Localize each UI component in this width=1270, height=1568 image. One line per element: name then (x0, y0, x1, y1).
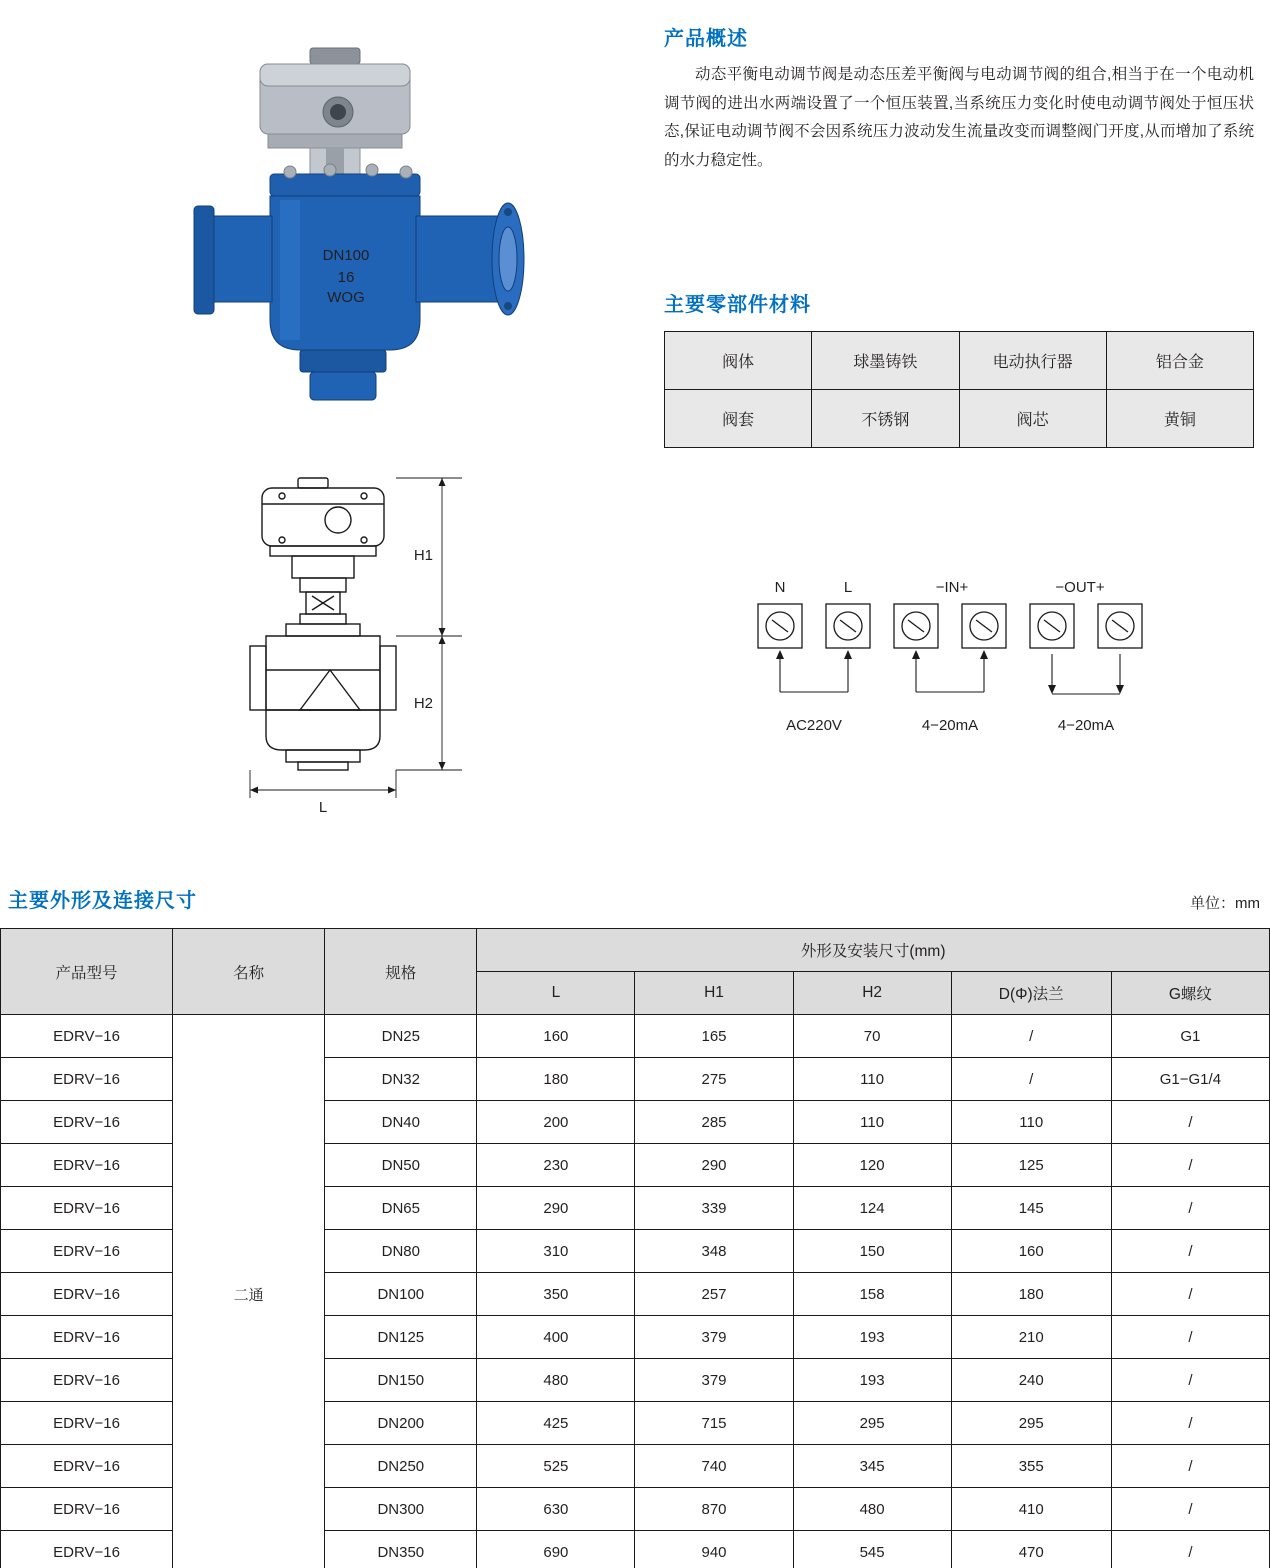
cell-d: / (951, 1015, 1111, 1058)
cell-model: EDRV−16 (1, 1101, 173, 1144)
cell-h1: 379 (635, 1316, 793, 1359)
material-cell: 黄铜 (1106, 390, 1253, 448)
cell-l: 425 (477, 1402, 635, 1445)
material-cell: 电动执行器 (959, 332, 1106, 390)
header-h2: H2 (793, 972, 951, 1015)
cell-d: 125 (951, 1144, 1111, 1187)
cell-spec: DN125 (325, 1316, 477, 1359)
cell-h2: 158 (793, 1273, 951, 1316)
power-label: AC220V (786, 717, 842, 734)
cell-l: 200 (477, 1101, 635, 1144)
cell-g: / (1111, 1402, 1269, 1445)
product-overview-section (664, 22, 1254, 176)
output-signal-label: 4−20mA (1057, 717, 1115, 734)
cell-g: / (1111, 1273, 1269, 1316)
cell-name: 二通 (173, 1015, 325, 1568)
cell-model: EDRV−16 (1, 1402, 173, 1445)
overview-paragraph: 动态平衡电动调节阀是动态压差平衡阀与电动调节阀的组合,相当于在一个电动机调节阀的进出水两端设置了一个恒压装置,当系统压力变化时使电动调节阀处于恒压状态,保证电动调节阀不会因系统压力波动发生流量改变而调整阀门开度,从而增加了系统的水力稳定性。 (664, 66, 1254, 170)
cell-h2: 193 (793, 1359, 951, 1402)
cell-model: EDRV−16 (1, 1144, 173, 1187)
header-l: L (477, 972, 635, 1015)
table-row (665, 332, 1254, 390)
cell-h2: 345 (793, 1445, 951, 1488)
cell-spec: DN150 (325, 1359, 477, 1402)
cell-spec: DN32 (325, 1058, 477, 1101)
cell-h1: 285 (635, 1101, 793, 1144)
cell-d: 410 (951, 1488, 1111, 1531)
materials-section (664, 288, 1254, 448)
cell-model: EDRV−16 (1, 1445, 173, 1488)
cell-h1: 715 (635, 1402, 793, 1445)
cell-l: 160 (477, 1015, 635, 1058)
cell-h1: 257 (635, 1273, 793, 1316)
cell-g: G1−G1/4 (1111, 1058, 1269, 1101)
dimension-drawing (230, 460, 550, 840)
cell-g: / (1111, 1316, 1269, 1359)
cell-h1: 870 (635, 1488, 793, 1531)
svg-text:WOG: WOG (327, 289, 365, 306)
cell-d: 295 (951, 1402, 1111, 1445)
cell-d: 145 (951, 1187, 1111, 1230)
cell-l: 350 (477, 1273, 635, 1316)
cell-h1: 339 (635, 1187, 793, 1230)
cell-h2: 110 (793, 1058, 951, 1101)
header-name: 名称 (173, 929, 325, 1015)
overview-heading: 产品概述 (664, 28, 748, 50)
header-model: 产品型号 (1, 929, 173, 1015)
cell-model: EDRV−16 (1, 1273, 173, 1316)
cell-h2: 295 (793, 1402, 951, 1445)
cell-h1: 940 (635, 1531, 793, 1568)
cell-spec: DN100 (325, 1273, 477, 1316)
cell-spec: DN80 (325, 1230, 477, 1273)
cell-d: / (951, 1058, 1111, 1101)
cell-l: 630 (477, 1488, 635, 1531)
materials-table (664, 331, 1254, 448)
material-cell: 阀芯 (959, 390, 1106, 448)
cell-h1: 275 (635, 1058, 793, 1101)
cell-l: 525 (477, 1445, 635, 1488)
product-photo (150, 20, 580, 440)
cell-l: 480 (477, 1359, 635, 1402)
cell-model: EDRV−16 (1, 1316, 173, 1359)
cell-h1: 379 (635, 1359, 793, 1402)
cell-g: / (1111, 1445, 1269, 1488)
cell-h2: 124 (793, 1187, 951, 1230)
cell-g: / (1111, 1101, 1269, 1144)
cell-spec: DN25 (325, 1015, 477, 1058)
l-label: L (318, 799, 328, 816)
cell-g: / (1111, 1187, 1269, 1230)
dimensions-table (0, 928, 1270, 1568)
cell-d: 355 (951, 1445, 1111, 1488)
cell-model: EDRV−16 (1, 1359, 173, 1402)
cell-model: EDRV−16 (1, 1531, 173, 1568)
material-cell: 不锈钢 (812, 390, 959, 448)
header-spec: 规格 (325, 929, 477, 1015)
cell-spec: DN50 (325, 1144, 477, 1187)
cell-g: / (1111, 1488, 1269, 1531)
cell-h2: 120 (793, 1144, 951, 1187)
cell-model: EDRV−16 (1, 1488, 173, 1531)
cell-g: G1 (1111, 1015, 1269, 1058)
cell-spec: DN65 (325, 1187, 477, 1230)
cell-d: 240 (951, 1359, 1111, 1402)
material-cell: 阀体 (665, 332, 812, 390)
cell-g: / (1111, 1230, 1269, 1273)
material-cell: 铝合金 (1106, 332, 1253, 390)
material-cell: 球墨铸铁 (812, 332, 959, 390)
cell-h2: 150 (793, 1230, 951, 1273)
cell-h1: 348 (635, 1230, 793, 1273)
input-signal-label: 4−20mA (921, 717, 979, 734)
cell-d: 470 (951, 1531, 1111, 1568)
table-row (665, 390, 1254, 448)
cell-g: / (1111, 1144, 1269, 1187)
cell-d: 180 (951, 1273, 1111, 1316)
cell-model: EDRV−16 (1, 1015, 173, 1058)
header-h1: H1 (635, 972, 793, 1015)
table-row (1, 1015, 1270, 1058)
wiring-diagram (740, 570, 1160, 770)
cell-model: EDRV−16 (1, 1230, 173, 1273)
cell-h1: 165 (635, 1015, 793, 1058)
cell-spec: DN300 (325, 1488, 477, 1531)
cell-d: 160 (951, 1230, 1111, 1273)
header-g-thread: G螺纹 (1111, 972, 1269, 1015)
cell-l: 230 (477, 1144, 635, 1187)
cell-d: 110 (951, 1101, 1111, 1144)
cell-g: / (1111, 1531, 1269, 1568)
dimensions-table-wrapper (0, 928, 1270, 1568)
material-cell: 阀套 (665, 390, 812, 448)
header-group-dimensions: 外形及安装尺寸(mm) (477, 929, 1270, 972)
cell-model: EDRV−16 (1, 1058, 173, 1101)
header-d-flange: D(Φ)法兰 (951, 972, 1111, 1015)
cell-h2: 545 (793, 1531, 951, 1568)
cell-spec: DN350 (325, 1531, 477, 1568)
cell-l: 290 (477, 1187, 635, 1230)
cell-model: EDRV−16 (1, 1187, 173, 1230)
cell-l: 400 (477, 1316, 635, 1359)
terminal-label-in: −IN+ (935, 579, 969, 596)
cell-g: / (1111, 1359, 1269, 1402)
cell-l: 310 (477, 1230, 635, 1273)
dimensions-heading: 主要外形及连接尺寸 (8, 890, 197, 912)
cell-h1: 290 (635, 1144, 793, 1187)
cell-d: 210 (951, 1316, 1111, 1359)
cell-h2: 480 (793, 1488, 951, 1531)
cell-h1: 740 (635, 1445, 793, 1488)
svg-text:16: 16 (337, 269, 355, 286)
cell-h2: 193 (793, 1316, 951, 1359)
table-header-row (1, 929, 1270, 972)
materials-heading: 主要零部件材料 (664, 294, 811, 316)
unit-note: 单位：mm (1190, 895, 1260, 912)
cell-spec: DN250 (325, 1445, 477, 1488)
cell-spec: DN40 (325, 1101, 477, 1144)
terminal-label-out: −OUT+ (1055, 579, 1105, 596)
terminal-label-l: L (843, 579, 853, 596)
cell-spec: DN200 (325, 1402, 477, 1445)
h1-label: H1 (413, 547, 433, 564)
cell-l: 180 (477, 1058, 635, 1101)
cell-h2: 110 (793, 1101, 951, 1144)
svg-text:DN100: DN100 (322, 247, 370, 264)
cell-h2: 70 (793, 1015, 951, 1058)
terminal-label-n: N (774, 579, 786, 596)
cell-l: 690 (477, 1531, 635, 1568)
h2-label: H2 (413, 695, 433, 712)
